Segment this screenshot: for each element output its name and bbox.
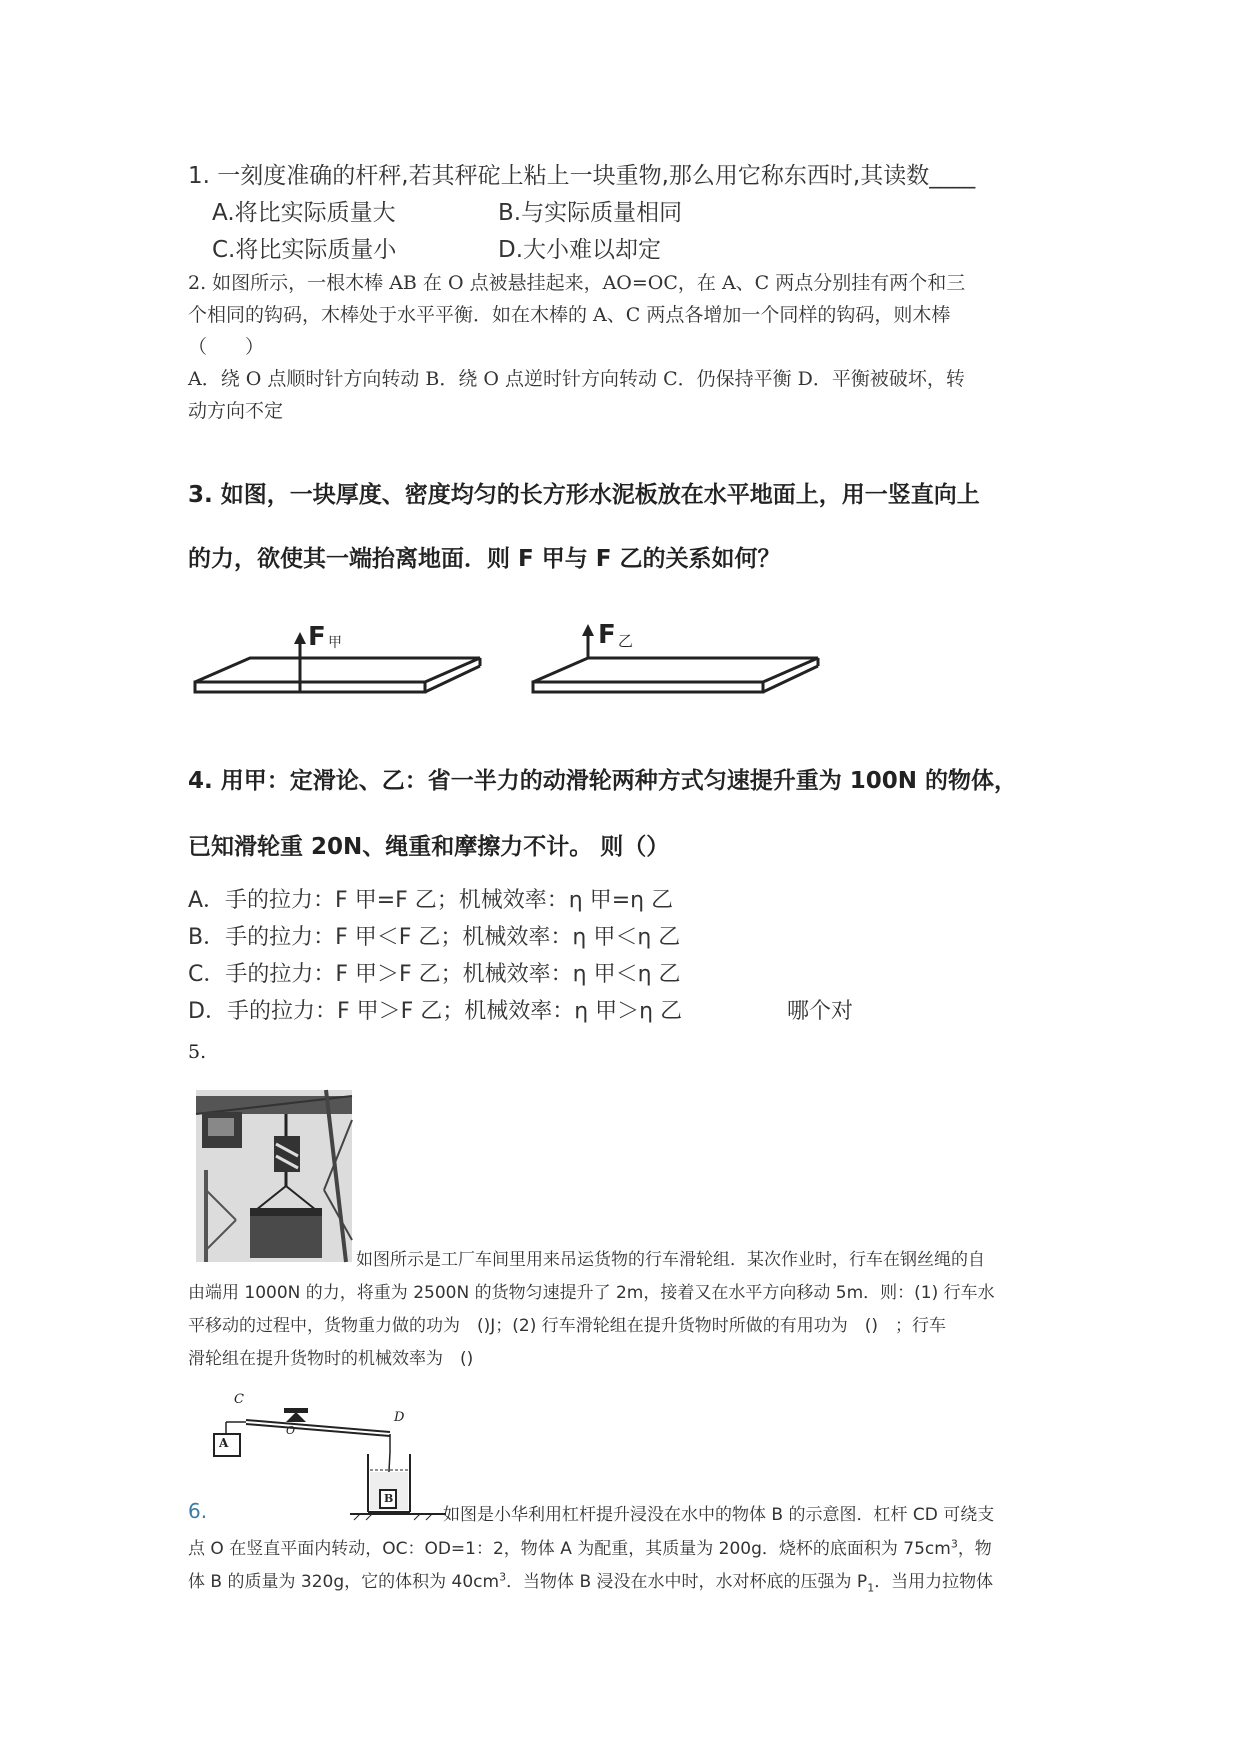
q3-line-1: 3. 如图，一块厚度、密度均匀的长方形水泥板放在水平地面上，用一竖直向上 [188, 482, 980, 508]
q1-option-d: D.大小难以却定 [498, 237, 662, 263]
q6-label-a: A [219, 1436, 229, 1450]
q5-line-2: 由端用 1000N 的力，将重为 2500N 的货物匀速提升了 2m，接着又在水平方向移动 5m．则：(1) 行车水 [188, 1283, 995, 1303]
q4-note: 哪个对 [787, 999, 854, 1024]
q1-option-c: C.将比实际质量小 [212, 237, 397, 263]
q2-line-5: 动方向不定 [188, 400, 284, 422]
q3-left-force-sub: 甲 [328, 635, 342, 651]
q5-line-3: 平移动的过程中，货物重力做的功为 ()J；(2) 行车滑轮组在提升货物时所做的有用功为 () ；行车 [188, 1316, 947, 1336]
q3-line-2: 的力，欲使其一端抬离地面．则 F 甲与 F 乙的关系如何？ [188, 546, 781, 572]
q1-stem: 1. 一刻度准确的杆秤,若其秤砣上粘上一块重物,那么用它称东西时,其读数____ [188, 163, 976, 189]
q6-line-1: 如图是小华利用杠杆提升浸没在水中的物体 B 的示意图．杠杆 CD 可绕支 [443, 1505, 995, 1525]
q4-line-1: 4. 用甲：定滑论、乙：省一半力的动滑轮两种方式匀速提升重为 100N 的物体， [188, 768, 1018, 794]
q2-line-2: 个相同的钩码，木棒处于水平平衡．如在木棒的 A、C 两点各增加一个同样的钩码，则木棒 [188, 304, 951, 326]
q6-label-d: D [394, 1410, 405, 1425]
q3-right-force-label: F [598, 620, 616, 650]
q6-line-2: 点 O 在竖直平面内转动，OC：OD=1：2，物体 A 为配重，其质量为 200g．烧杯的底面积为 $75cm^3$，物 [188, 1537, 992, 1559]
q4-line-2: 已知滑轮重 20N、绳重和摩擦力不计。 则（） [188, 834, 670, 860]
q3-left-force-label: F [308, 622, 326, 652]
q2-line-3: （ ） [188, 336, 265, 358]
q6-label-b: B [384, 1492, 394, 1505]
q4-option-c: C．手的拉力：F 甲＞F 乙；机械效率：η 甲＜η 乙 [188, 962, 681, 987]
q6-label-o: O [286, 1424, 296, 1437]
q4-option-d: D．手的拉力：F 甲＞F 乙；机械效率：η 甲＞η 乙 [188, 999, 683, 1024]
q6-number: 6. [188, 1499, 208, 1523]
q1-option-a: A.将比实际质量大 [212, 200, 396, 226]
q6-lever-figure [210, 1392, 450, 1522]
q6-label-c: C [234, 1392, 244, 1407]
q5-line-1: 如图所示是工厂车间里用来吊运货物的行车滑轮组．某次作业时，行车在钢丝绳的自 [356, 1250, 985, 1270]
q3-right-force-sub: 乙 [618, 632, 634, 650]
q5-number: 5. [188, 1041, 207, 1063]
q2-line-4: A．绕 O 点顺时针方向转动 B．绕 O 点逆时针方向转动 C．仍保持平衡 D．平衡被破坏，转 [188, 368, 965, 390]
q5-crane-photo [196, 1090, 352, 1262]
q4-option-b: B．手的拉力：F 甲＜F 乙；机械效率：η 甲＜η 乙 [188, 925, 681, 950]
q3-slab-right-figure [528, 620, 828, 700]
q4-option-a: A．手的拉力：F 甲=F 乙；机械效率：η 甲=η 乙 [188, 888, 674, 913]
q1-option-b: B.与实际质量相同 [498, 200, 683, 226]
q5-line-4: 滑轮组在提升货物时的机械效率为 () [188, 1349, 474, 1369]
q6-line-3: 体 B 的质量为 320g，它的体积为 $40cm^3$．当物体 B 浸没在水中时，水对杯底的压强为 $P_1$．当用力拉物体 [188, 1570, 994, 1595]
q2-line-1: 2. 如图所示，一根木棒 AB 在 O 点被悬挂起来，AO=OC，在 A、C 两点分别挂有两个和三 [188, 272, 966, 294]
